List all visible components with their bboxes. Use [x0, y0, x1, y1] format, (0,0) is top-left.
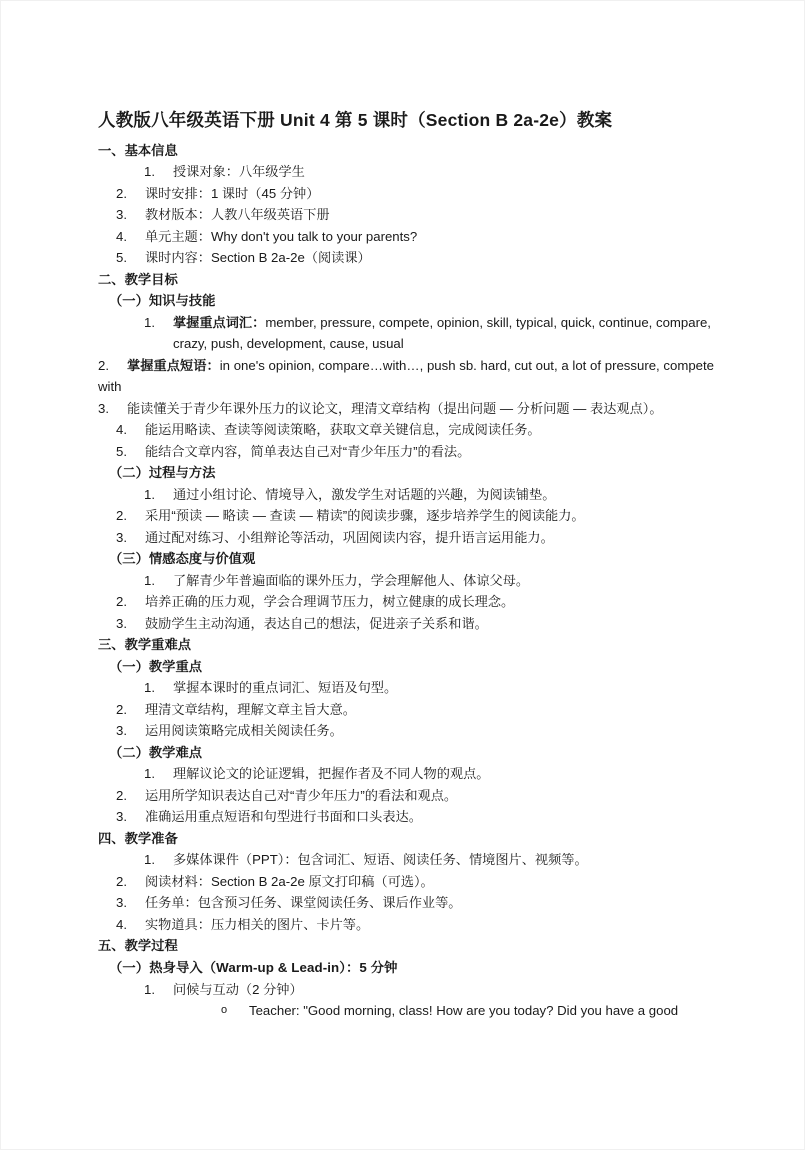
list-item-text [145, 914, 714, 936]
list-item [98, 312, 714, 355]
list-item [98, 677, 714, 699]
list-item-number: 4. [116, 916, 127, 932]
list-item-value: 采用“预读 — 略读 — 查读 — 精读”的阅读步骤，逐步培养学生的阅读能力。 [145, 508, 585, 524]
list-item-value: 理清文章结构，理解文章主旨大意。 [145, 701, 356, 717]
list-item-value: 八年级学生 [238, 164, 305, 180]
list-item [98, 720, 714, 742]
list-item [98, 247, 714, 269]
list-item-text [145, 871, 714, 893]
list-item [98, 505, 714, 527]
list-item-value: 1 课时（45 分钟） [210, 185, 320, 201]
list-item [98, 806, 714, 828]
list-item-label: 掌握重点短语： [127, 357, 220, 373]
list-item [98, 849, 714, 871]
subsection-heading-key-points: （一）教学重点 [109, 658, 203, 674]
page-title: 人教版八年级英语下册 Unit 4 第 5 课时（Section B 2a-2e）教案 [98, 110, 613, 130]
list-item-value: 问候与互动（2 分钟） [173, 981, 303, 997]
list-item [98, 613, 714, 635]
list-item [98, 871, 714, 893]
list-item [98, 161, 714, 183]
list-item-number: 3. [116, 723, 127, 739]
list-item [98, 355, 714, 398]
list-item-value: 了解青少年普遍面临的课外压力，学会理解他人、体谅父母。 [173, 572, 530, 588]
list-item-value: 压力相关的图片、卡片等。 [210, 916, 370, 932]
list-item-value: Section B 2a-2e 原文打印稿（可选）。 [210, 873, 434, 889]
list-item-number: 1. [144, 486, 155, 502]
list-item-label: 单元主题： [145, 228, 211, 244]
list-item-value: member, pressure, compete, opinion, skill, typical, quick, continue, compare, crazy, push, development, cause, usual [173, 314, 711, 352]
list-item-value: 掌握本课时的重点词汇、短语及句型。 [173, 680, 398, 696]
circle-bullet-icon: o [221, 1004, 228, 1017]
list-item [98, 398, 714, 420]
section-heading-teaching-process: 五、教学过程 [98, 938, 178, 954]
list-item-value: 运用所学知识表达自己对“青少年压力”的看法和观点。 [145, 787, 458, 803]
list-item [98, 785, 714, 807]
subsection-heading-difficult-points: （二）教学难点 [109, 744, 203, 760]
list-item-value: 包含预习任务、课堂阅读任务、课后作业等。 [197, 895, 462, 911]
list-item-value: Why don't you talk to your parents? [210, 228, 418, 244]
list-item-label: 阅读材料： [145, 873, 211, 889]
list-item [98, 570, 714, 592]
list-item-text [145, 204, 714, 226]
list-item-number: 2. [98, 357, 109, 373]
list-item-label: 掌握重点词汇： [173, 314, 266, 330]
section-heading-key-difficult-points: 三、教学重难点 [98, 637, 192, 653]
list-item-value: 能结合文章内容，简单表达自己对“青少年压力”的看法。 [145, 443, 471, 459]
list-item-number: 1. [144, 852, 155, 868]
list-item-value: 准确运用重点短语和句型进行书面和口头表达。 [145, 809, 422, 825]
list-item-value: 运用阅读策略完成相关阅读任务。 [145, 723, 343, 739]
list-item [98, 419, 714, 441]
list-item-number: 3. [98, 400, 109, 416]
list-item-number: 2. [116, 508, 127, 524]
list-item-text [145, 892, 714, 914]
list-item [98, 699, 714, 721]
list-item-number: 2. [116, 701, 127, 717]
list-item-number: 3. [116, 895, 127, 911]
list-item-value: 多媒体课件（PPT）：包含词汇、短语、阅读任务、情境图片、视频等。 [173, 852, 588, 868]
list-item [98, 979, 714, 1001]
list-item-label: 课时内容： [145, 250, 211, 266]
subsection-heading-knowledge-skills: （一）知识与技能 [109, 293, 216, 309]
list-item-label: 教材版本： [145, 207, 211, 223]
list-item-label: 实物道具： [145, 916, 211, 932]
list-item-number: 1. [144, 766, 155, 782]
list-item [98, 183, 714, 205]
list-item [98, 1000, 714, 1022]
section-heading-basic-info: 一、基本信息 [98, 142, 178, 158]
document-body [98, 1, 714, 1022]
list-item-number: 3. [116, 615, 127, 631]
list-item-value: 通过配对练习、小组辩论等活动，巩固阅读内容，提升语言运用能力。 [145, 529, 554, 545]
list-item-number: 4. [116, 422, 127, 438]
list-item-number: 1. [144, 572, 155, 588]
section-heading-teaching-goals: 二、教学目标 [98, 271, 178, 287]
list-item-value: in one's opinion, compare…with…, push sb. hard, cut out, a lot of pressure, compete with [98, 357, 715, 395]
list-item-value: 鼓励学生主动沟通，表达自己的想法，促进亲子关系和谐。 [145, 615, 488, 631]
section-heading-teaching-preparation: 四、教学准备 [98, 830, 178, 846]
list-item [98, 591, 714, 613]
list-item-text [98, 355, 714, 398]
list-item [98, 892, 714, 914]
list-item [98, 226, 714, 248]
list-item [98, 763, 714, 785]
subsection-heading-process-methods: （二）过程与方法 [109, 465, 216, 481]
list-item-number: 3. [116, 809, 127, 825]
list-item-number: 2. [116, 594, 127, 610]
list-item [98, 527, 714, 549]
list-item-value: 人教八年级英语下册 [210, 207, 330, 223]
list-item-value: Teacher: "Good morning, class! How are you today? Did you have a good [249, 1003, 679, 1019]
list-item-number: 5. [116, 443, 127, 459]
list-item-number: 1. [144, 680, 155, 696]
list-item-text [145, 247, 714, 269]
list-item [98, 441, 714, 463]
list-item-text [145, 226, 714, 248]
list-item-number: 2. [116, 787, 127, 803]
list-item-value: 通过小组讨论、情境导入，激发学生对话题的兴趣，为阅读铺垫。 [173, 486, 556, 502]
list-item-text [173, 161, 714, 183]
list-item-value: 理解议论文的论证逻辑，把握作者及不同人物的观点。 [173, 766, 490, 782]
list-item-value: 能运用略读、查读等阅读策略，获取文章关键信息，完成阅读任务。 [145, 422, 541, 438]
list-item-label: 任务单： [145, 895, 198, 911]
list-item-number: 3. [116, 207, 127, 223]
list-item [98, 484, 714, 506]
list-item [98, 914, 714, 936]
list-item-text [145, 183, 714, 205]
list-item-number: 2. [116, 873, 127, 889]
list-item-label: 授课对象： [173, 164, 239, 180]
list-item-text [173, 312, 714, 355]
list-item-number: 3. [116, 529, 127, 545]
list-item-number: 2. [116, 185, 127, 201]
list-item-number: 4. [116, 228, 127, 244]
list-item-number: 1. [144, 314, 155, 330]
list-item-value: Section B 2a-2e（阅读课） [210, 250, 371, 266]
list-item-label: 课时安排： [145, 185, 211, 201]
list-item-number: 5. [116, 250, 127, 266]
list-item-value: 培养正确的压力观，学会合理调节压力，树立健康的成长理念。 [145, 594, 515, 610]
subsection-heading-attitudes-values: （三）情感态度与价值观 [109, 551, 256, 567]
list-item [98, 204, 714, 226]
list-item-number: 1. [144, 164, 155, 180]
subsection-heading-warm-up-lead-in: （一）热身导入（Warm-up & Lead-in）：5 分钟 [109, 959, 398, 975]
list-item-value: 能读懂关于青少年课外压力的议论文，理清文章结构（提出问题 — 分析问题 — 表达观点）。 [127, 400, 663, 416]
list-item-text [98, 398, 714, 420]
list-item-number: 1. [144, 981, 155, 997]
